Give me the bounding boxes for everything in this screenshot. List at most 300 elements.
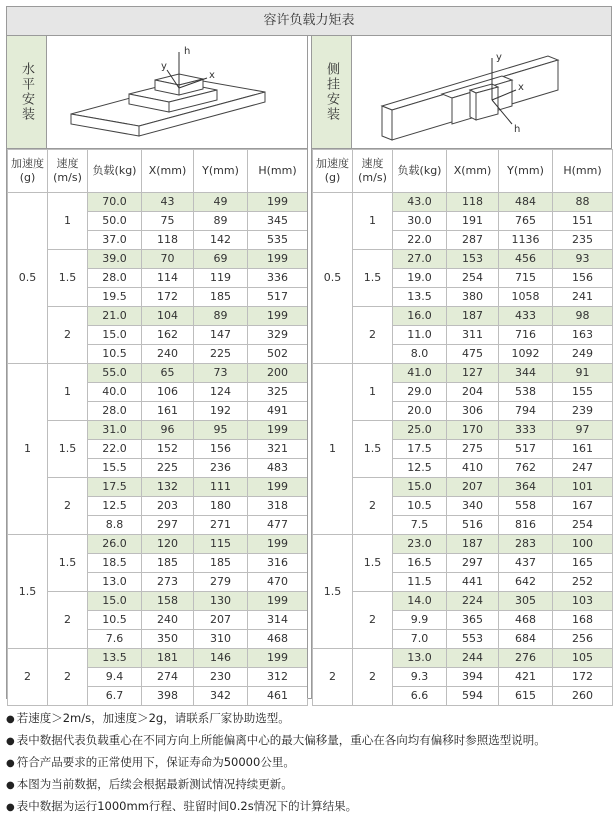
y-cell: 484 bbox=[499, 193, 553, 212]
y-cell: 794 bbox=[499, 402, 553, 421]
x-cell: 170 bbox=[447, 421, 499, 440]
y-cell: 180 bbox=[194, 497, 248, 516]
h-cell: 97 bbox=[553, 421, 613, 440]
speed-cell: 1.5 bbox=[48, 421, 88, 478]
y-cell: 433 bbox=[499, 307, 553, 326]
x-cell: 240 bbox=[142, 611, 194, 630]
load-cell: 13.5 bbox=[88, 649, 142, 668]
load-cell: 10.5 bbox=[88, 611, 142, 630]
table-row bbox=[8, 250, 308, 269]
h-cell: 461 bbox=[248, 687, 308, 706]
x-cell: 118 bbox=[447, 193, 499, 212]
h-cell: 199 bbox=[248, 307, 308, 326]
header-y: Y(mm) bbox=[194, 150, 248, 193]
speed-cell: 1 bbox=[48, 193, 88, 250]
load-cell: 37.0 bbox=[88, 231, 142, 250]
axis-x-label: x bbox=[518, 82, 524, 93]
horizontal-diagram bbox=[7, 36, 307, 149]
load-cell: 18.5 bbox=[88, 554, 142, 573]
h-cell: 100 bbox=[553, 535, 613, 554]
y-cell: 276 bbox=[499, 649, 553, 668]
x-cell: 398 bbox=[142, 687, 194, 706]
h-cell: 168 bbox=[553, 611, 613, 630]
panels bbox=[7, 36, 611, 702]
y-cell: 615 bbox=[499, 687, 553, 706]
x-cell: 152 bbox=[142, 440, 194, 459]
load-cell: 9.9 bbox=[393, 611, 447, 630]
load-cell: 70.0 bbox=[88, 193, 142, 212]
axis-y-label: y bbox=[496, 52, 502, 63]
acceleration-cell: 1.5 bbox=[8, 535, 48, 649]
y-cell: 230 bbox=[194, 668, 248, 687]
h-cell: 256 bbox=[553, 630, 613, 649]
load-cell: 26.0 bbox=[88, 535, 142, 554]
y-cell: 344 bbox=[499, 364, 553, 383]
h-cell: 165 bbox=[553, 554, 613, 573]
speed-cell: 2 bbox=[48, 649, 88, 706]
load-cell: 55.0 bbox=[88, 364, 142, 383]
h-cell: 105 bbox=[553, 649, 613, 668]
y-cell: 765 bbox=[499, 212, 553, 231]
y-cell: 89 bbox=[194, 212, 248, 231]
speed-cell: 2 bbox=[353, 592, 393, 649]
x-cell: 365 bbox=[447, 611, 499, 630]
load-cell: 31.0 bbox=[88, 421, 142, 440]
header-x: X(mm) bbox=[142, 150, 194, 193]
x-cell: 516 bbox=[447, 516, 499, 535]
axis-x-label: x bbox=[209, 70, 215, 81]
acceleration-cell: 1.5 bbox=[313, 535, 353, 649]
load-cell: 10.5 bbox=[393, 497, 447, 516]
h-cell: 91 bbox=[553, 364, 613, 383]
horizontal-panel bbox=[7, 36, 307, 706]
x-cell: 43 bbox=[142, 193, 194, 212]
load-cell: 12.5 bbox=[88, 497, 142, 516]
orientation-text: 侧挂安装 bbox=[324, 62, 339, 122]
speed-cell: 1.5 bbox=[353, 250, 393, 307]
x-cell: 153 bbox=[447, 250, 499, 269]
load-cell: 41.0 bbox=[393, 364, 447, 383]
note-item bbox=[6, 796, 612, 818]
y-cell: 124 bbox=[194, 383, 248, 402]
y-cell: 305 bbox=[499, 592, 553, 611]
x-cell: 204 bbox=[447, 383, 499, 402]
load-cell: 23.0 bbox=[393, 535, 447, 554]
h-cell: 161 bbox=[553, 440, 613, 459]
header-speed: 速度(m/s) bbox=[48, 150, 88, 193]
y-cell: 236 bbox=[194, 459, 248, 478]
h-cell: 249 bbox=[553, 345, 613, 364]
load-cell: 40.0 bbox=[88, 383, 142, 402]
h-cell: 517 bbox=[248, 288, 308, 307]
h-cell: 252 bbox=[553, 573, 613, 592]
load-cell: 11.0 bbox=[393, 326, 447, 345]
load-cell: 8.0 bbox=[393, 345, 447, 364]
load-moment-table bbox=[6, 6, 612, 702]
speed-cell: 2 bbox=[48, 478, 88, 535]
acceleration-cell: 1 bbox=[8, 364, 48, 535]
speed-cell: 1.5 bbox=[353, 421, 393, 478]
y-cell: 310 bbox=[194, 630, 248, 649]
speed-cell: 1 bbox=[353, 193, 393, 250]
load-cell: 12.5 bbox=[393, 459, 447, 478]
h-cell: 336 bbox=[248, 269, 308, 288]
h-cell: 93 bbox=[553, 250, 613, 269]
h-cell: 156 bbox=[553, 269, 613, 288]
load-cell: 15.5 bbox=[88, 459, 142, 478]
speed-cell: 2 bbox=[353, 307, 393, 364]
y-cell: 342 bbox=[194, 687, 248, 706]
orientation-text: 水平安装 bbox=[19, 62, 34, 122]
h-cell: 470 bbox=[248, 573, 308, 592]
acceleration-cell: 0.5 bbox=[313, 193, 353, 364]
load-cell: 15.0 bbox=[393, 478, 447, 497]
axis-h-label: h bbox=[514, 124, 521, 135]
x-cell: 475 bbox=[447, 345, 499, 364]
table-row bbox=[8, 478, 308, 497]
x-cell: 380 bbox=[447, 288, 499, 307]
header-x: X(mm) bbox=[447, 150, 499, 193]
load-cell: 7.5 bbox=[393, 516, 447, 535]
horizontal-table-body bbox=[8, 193, 308, 706]
h-cell: 239 bbox=[553, 402, 613, 421]
bullet-icon: ● bbox=[6, 802, 15, 813]
x-cell: 275 bbox=[447, 440, 499, 459]
x-cell: 207 bbox=[447, 478, 499, 497]
notes-list bbox=[6, 708, 612, 818]
load-cell: 50.0 bbox=[88, 212, 142, 231]
x-cell: 118 bbox=[142, 231, 194, 250]
y-cell: 225 bbox=[194, 345, 248, 364]
h-cell: 491 bbox=[248, 402, 308, 421]
x-cell: 553 bbox=[447, 630, 499, 649]
bullet-icon: ● bbox=[6, 780, 15, 791]
x-cell: 441 bbox=[447, 573, 499, 592]
h-cell: 167 bbox=[553, 497, 613, 516]
load-cell: 20.0 bbox=[393, 402, 447, 421]
speed-cell: 2 bbox=[48, 592, 88, 649]
note-text: 本图为当前数据，后续会根据最新测试情况持续更新。 bbox=[16, 777, 293, 791]
table-row bbox=[313, 193, 613, 212]
load-cell: 30.0 bbox=[393, 212, 447, 231]
x-cell: 350 bbox=[142, 630, 194, 649]
load-cell: 28.0 bbox=[88, 402, 142, 421]
x-cell: 104 bbox=[142, 307, 194, 326]
x-cell: 65 bbox=[142, 364, 194, 383]
y-cell: 73 bbox=[194, 364, 248, 383]
table-row bbox=[313, 592, 613, 611]
table-title: 容许负载力矩表 bbox=[7, 7, 611, 36]
h-cell: 199 bbox=[248, 250, 308, 269]
h-cell: 199 bbox=[248, 421, 308, 440]
h-cell: 260 bbox=[553, 687, 613, 706]
table-row bbox=[313, 307, 613, 326]
y-cell: 437 bbox=[499, 554, 553, 573]
y-cell: 1092 bbox=[499, 345, 553, 364]
load-cell: 13.0 bbox=[88, 573, 142, 592]
load-cell: 8.8 bbox=[88, 516, 142, 535]
load-cell: 16.5 bbox=[393, 554, 447, 573]
h-cell: 254 bbox=[553, 516, 613, 535]
note-text: 若速度＞2m/s，加速度＞2g，请联系厂家协助选型。 bbox=[16, 711, 290, 725]
header-speed: 速度(m/s) bbox=[353, 150, 393, 193]
bullet-icon: ● bbox=[6, 736, 15, 747]
speed-cell: 2 bbox=[353, 478, 393, 535]
orientation-label-horizontal bbox=[7, 36, 47, 148]
table-row bbox=[8, 535, 308, 554]
x-cell: 187 bbox=[447, 307, 499, 326]
h-cell: 199 bbox=[248, 649, 308, 668]
speed-cell: 2 bbox=[48, 307, 88, 364]
h-cell: 468 bbox=[248, 630, 308, 649]
x-cell: 244 bbox=[447, 649, 499, 668]
h-cell: 312 bbox=[248, 668, 308, 687]
y-cell: 684 bbox=[499, 630, 553, 649]
h-cell: 103 bbox=[553, 592, 613, 611]
load-cell: 13.5 bbox=[393, 288, 447, 307]
y-cell: 816 bbox=[499, 516, 553, 535]
y-cell: 1058 bbox=[499, 288, 553, 307]
horizontal-data-table bbox=[7, 149, 308, 706]
load-cell: 27.0 bbox=[393, 250, 447, 269]
table-row bbox=[313, 421, 613, 440]
y-cell: 456 bbox=[499, 250, 553, 269]
x-cell: 120 bbox=[142, 535, 194, 554]
y-cell: 715 bbox=[499, 269, 553, 288]
h-cell: 101 bbox=[553, 478, 613, 497]
speed-cell: 1.5 bbox=[48, 535, 88, 592]
bullet-icon: ● bbox=[6, 758, 15, 769]
x-cell: 340 bbox=[447, 497, 499, 516]
x-cell: 70 bbox=[142, 250, 194, 269]
h-cell: 241 bbox=[553, 288, 613, 307]
side-mount-illustration bbox=[352, 36, 611, 148]
y-cell: 185 bbox=[194, 554, 248, 573]
table-row bbox=[313, 478, 613, 497]
h-cell: 199 bbox=[248, 478, 308, 497]
speed-cell: 1.5 bbox=[353, 535, 393, 592]
y-cell: 517 bbox=[499, 440, 553, 459]
x-cell: 162 bbox=[142, 326, 194, 345]
load-cell: 21.0 bbox=[88, 307, 142, 326]
axis-y-label: y bbox=[161, 61, 167, 72]
note-text: 表中数据为运行1000mm行程、驻留时间0.2s情况下的计算结果。 bbox=[16, 799, 358, 813]
h-cell: 321 bbox=[248, 440, 308, 459]
load-cell: 39.0 bbox=[88, 250, 142, 269]
load-cell: 43.0 bbox=[393, 193, 447, 212]
y-cell: 119 bbox=[194, 269, 248, 288]
note-item bbox=[6, 774, 612, 796]
x-cell: 410 bbox=[447, 459, 499, 478]
x-cell: 172 bbox=[142, 288, 194, 307]
y-cell: 271 bbox=[194, 516, 248, 535]
table-row bbox=[8, 193, 308, 212]
h-cell: 325 bbox=[248, 383, 308, 402]
h-cell: 535 bbox=[248, 231, 308, 250]
y-cell: 538 bbox=[499, 383, 553, 402]
h-cell: 314 bbox=[248, 611, 308, 630]
h-cell: 483 bbox=[248, 459, 308, 478]
h-cell: 247 bbox=[553, 459, 613, 478]
y-cell: 147 bbox=[194, 326, 248, 345]
note-item bbox=[6, 730, 612, 752]
load-cell: 6.7 bbox=[88, 687, 142, 706]
h-cell: 477 bbox=[248, 516, 308, 535]
x-cell: 185 bbox=[142, 554, 194, 573]
y-cell: 716 bbox=[499, 326, 553, 345]
h-cell: 345 bbox=[248, 212, 308, 231]
h-cell: 88 bbox=[553, 193, 613, 212]
x-cell: 181 bbox=[142, 649, 194, 668]
table-row bbox=[8, 364, 308, 383]
h-cell: 199 bbox=[248, 592, 308, 611]
table-row bbox=[8, 649, 308, 668]
h-cell: 199 bbox=[248, 193, 308, 212]
y-cell: 642 bbox=[499, 573, 553, 592]
h-cell: 318 bbox=[248, 497, 308, 516]
load-cell: 19.5 bbox=[88, 288, 142, 307]
y-cell: 279 bbox=[194, 573, 248, 592]
x-cell: 287 bbox=[447, 231, 499, 250]
note-item bbox=[6, 752, 612, 774]
load-cell: 14.0 bbox=[393, 592, 447, 611]
y-cell: 89 bbox=[194, 307, 248, 326]
note-item bbox=[6, 708, 612, 730]
y-cell: 130 bbox=[194, 592, 248, 611]
h-cell: 155 bbox=[553, 383, 613, 402]
x-cell: 132 bbox=[142, 478, 194, 497]
header-load: 负载(kg) bbox=[393, 150, 447, 193]
table-row bbox=[8, 421, 308, 440]
x-cell: 106 bbox=[142, 383, 194, 402]
load-cell: 15.0 bbox=[88, 592, 142, 611]
load-cell: 22.0 bbox=[393, 231, 447, 250]
table-row bbox=[313, 250, 613, 269]
header-row bbox=[8, 150, 308, 193]
acceleration-cell: 2 bbox=[313, 649, 353, 706]
x-cell: 274 bbox=[142, 668, 194, 687]
header-h: H(mm) bbox=[248, 150, 308, 193]
x-cell: 158 bbox=[142, 592, 194, 611]
h-cell: 502 bbox=[248, 345, 308, 364]
x-cell: 254 bbox=[447, 269, 499, 288]
table-row bbox=[8, 592, 308, 611]
table-row bbox=[8, 307, 308, 326]
acceleration-cell: 0.5 bbox=[8, 193, 48, 364]
x-cell: 161 bbox=[142, 402, 194, 421]
x-cell: 594 bbox=[447, 687, 499, 706]
x-cell: 203 bbox=[142, 497, 194, 516]
header-acc: 加速度(g) bbox=[8, 150, 48, 193]
x-cell: 187 bbox=[447, 535, 499, 554]
y-cell: 421 bbox=[499, 668, 553, 687]
side-table-body bbox=[313, 193, 613, 706]
load-cell: 9.3 bbox=[393, 668, 447, 687]
y-cell: 207 bbox=[194, 611, 248, 630]
y-cell: 185 bbox=[194, 288, 248, 307]
load-cell: 16.0 bbox=[393, 307, 447, 326]
x-cell: 225 bbox=[142, 459, 194, 478]
side-panel bbox=[312, 36, 612, 706]
header-row bbox=[313, 150, 613, 193]
load-cell: 19.0 bbox=[393, 269, 447, 288]
y-cell: 146 bbox=[194, 649, 248, 668]
load-cell: 15.0 bbox=[88, 326, 142, 345]
h-cell: 172 bbox=[553, 668, 613, 687]
load-cell: 6.6 bbox=[393, 687, 447, 706]
load-cell: 9.4 bbox=[88, 668, 142, 687]
table-row bbox=[313, 649, 613, 668]
load-cell: 22.0 bbox=[88, 440, 142, 459]
acceleration-cell: 1 bbox=[313, 364, 353, 535]
y-cell: 69 bbox=[194, 250, 248, 269]
h-cell: 235 bbox=[553, 231, 613, 250]
load-cell: 10.5 bbox=[88, 345, 142, 364]
axis-h-label: h bbox=[184, 46, 191, 57]
y-cell: 95 bbox=[194, 421, 248, 440]
speed-cell: 1.5 bbox=[48, 250, 88, 307]
note-text: 符合产品要求的正常使用下，保证寿命为50000公里。 bbox=[16, 755, 295, 769]
y-cell: 762 bbox=[499, 459, 553, 478]
y-cell: 1136 bbox=[499, 231, 553, 250]
x-cell: 127 bbox=[447, 364, 499, 383]
load-cell: 13.0 bbox=[393, 649, 447, 668]
x-cell: 224 bbox=[447, 592, 499, 611]
y-cell: 49 bbox=[194, 193, 248, 212]
load-cell: 29.0 bbox=[393, 383, 447, 402]
side-data-table bbox=[312, 149, 613, 706]
header-acc: 加速度(g) bbox=[313, 150, 353, 193]
y-cell: 115 bbox=[194, 535, 248, 554]
y-cell: 192 bbox=[194, 402, 248, 421]
y-cell: 283 bbox=[499, 535, 553, 554]
x-cell: 191 bbox=[447, 212, 499, 231]
bullet-icon: ● bbox=[6, 714, 15, 725]
h-cell: 98 bbox=[553, 307, 613, 326]
load-cell: 28.0 bbox=[88, 269, 142, 288]
load-cell: 17.5 bbox=[393, 440, 447, 459]
y-cell: 558 bbox=[499, 497, 553, 516]
speed-cell: 2 bbox=[353, 649, 393, 706]
horizontal-mount-illustration bbox=[47, 36, 306, 148]
y-cell: 333 bbox=[499, 421, 553, 440]
x-cell: 297 bbox=[447, 554, 499, 573]
acceleration-cell: 2 bbox=[8, 649, 48, 706]
x-cell: 311 bbox=[447, 326, 499, 345]
table-row bbox=[313, 364, 613, 383]
table-row bbox=[313, 535, 613, 554]
x-cell: 306 bbox=[447, 402, 499, 421]
x-cell: 75 bbox=[142, 212, 194, 231]
x-cell: 297 bbox=[142, 516, 194, 535]
load-cell: 17.5 bbox=[88, 478, 142, 497]
x-cell: 240 bbox=[142, 345, 194, 364]
h-cell: 163 bbox=[553, 326, 613, 345]
h-cell: 316 bbox=[248, 554, 308, 573]
h-cell: 151 bbox=[553, 212, 613, 231]
header-load: 负载(kg) bbox=[88, 150, 142, 193]
header-h: H(mm) bbox=[553, 150, 613, 193]
y-cell: 111 bbox=[194, 478, 248, 497]
x-cell: 96 bbox=[142, 421, 194, 440]
y-cell: 142 bbox=[194, 231, 248, 250]
h-cell: 199 bbox=[248, 535, 308, 554]
h-cell: 329 bbox=[248, 326, 308, 345]
load-cell: 11.5 bbox=[393, 573, 447, 592]
load-cell: 7.6 bbox=[88, 630, 142, 649]
x-cell: 394 bbox=[447, 668, 499, 687]
note-text: 表中数据代表负载重心在不同方向上所能偏离中心的最大偏移量，重心在各向均有偏移时参照选型说明。 bbox=[16, 733, 546, 747]
